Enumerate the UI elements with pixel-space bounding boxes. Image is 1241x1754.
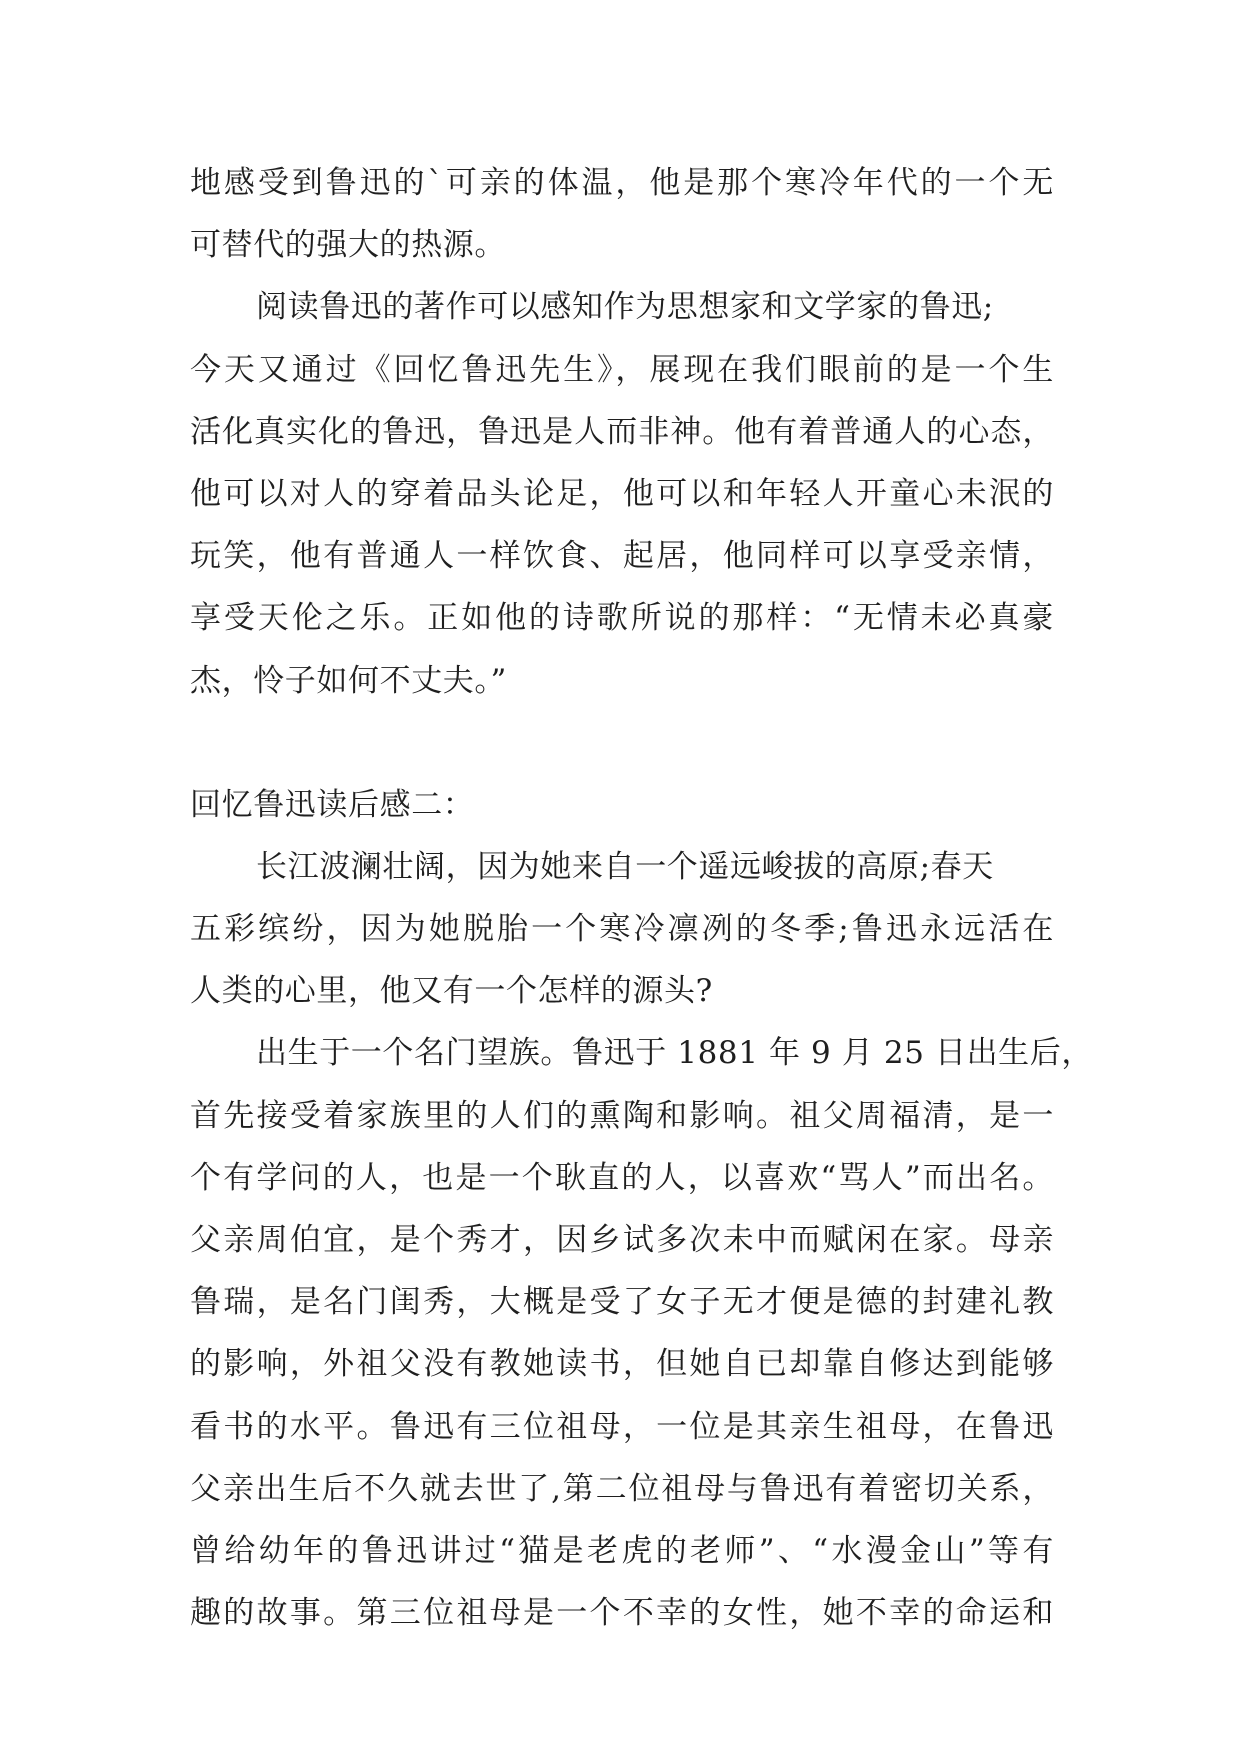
text-line: 父亲周伯宜，是个秀才，因乡试多次未中而赋闲在家。母亲 (190, 1222, 1054, 1258)
text-line: 个有学问的人，也是一个耿直的人，以喜欢“骂人”而出名。 (190, 1159, 1054, 1196)
text-line: 五彩缤纷，因为她脱胎一个寒冷凛冽的冬季;鲁迅永远活在 (190, 911, 1054, 948)
text-line: 活化真实化的鲁迅，鲁迅是人而非神。他有着普通人的心态， (190, 413, 1054, 450)
text-line: 的影响，外祖父没有教她读书，但她自已却靠自修达到能够 (190, 1346, 1054, 1383)
text-line: 享受天伦之乐。正如他的诗歌所说的那样：“无情未必真豪 (190, 600, 1054, 637)
text-line: 趣的故事。第三位祖母是一个不幸的女性，她不幸的命运和 (190, 1595, 1054, 1632)
text-line: 可替代的强大的热源。 (190, 227, 506, 264)
text-line: 阅读鲁迅的著作可以感知作为思想家和文学家的鲁迅; (256, 289, 994, 326)
document-body (190, 152, 1093, 1644)
text-line: 玩笑，他有普通人一样饮食、起居，他同样可以享受亲情， (190, 538, 1054, 575)
paragraph-yangtze (190, 836, 1054, 1023)
text-line: 长江波澜壮阔，因为她来自一个遥远峻拔的高原;春天 (256, 848, 994, 885)
section-heading (190, 774, 1054, 836)
text-line: 他可以对人的穿着品头论足，他可以和年轻人开童心未泯的 (190, 475, 1054, 512)
text-line: 地感受到鲁迅的`可亲的体温，他是那个寒冷年代的一个无 (190, 165, 1054, 201)
paragraph-family-background (190, 1022, 1093, 1644)
text-line: 看书的水平。鲁迅有三位祖母，一位是其亲生祖母，在鲁迅 (190, 1408, 1054, 1445)
text-line: 人类的心里，他又有一个怎样的源头? (190, 973, 713, 1010)
text-line: 今天又通过《回忆鲁迅先生》，展现在我们眼前的是一个生 (190, 351, 1054, 388)
paragraph-continuation (190, 152, 1054, 276)
section-heading-text: 回忆鲁迅读后感二： (190, 786, 475, 823)
text-line: 父亲出生后不久就去世了,第二位祖母与鲁迅有着密切关系， (190, 1470, 1054, 1507)
paragraph-reading-lu-xun (190, 276, 1054, 711)
text-line: 首先接受着家族里的人们的熏陶和影响。祖父周福清，是一 (190, 1097, 1054, 1134)
text-line: 杰，怜子如何不丈夫。” (190, 662, 507, 699)
text-line: 曾给幼年的鲁迅讲过“猫是老虎的老师”、“水漫金山”等有 (190, 1532, 1054, 1569)
text-line: 鲁瑞，是名门闺秀，大概是受了女子无才便是德的封建礼教 (190, 1284, 1054, 1321)
text-line: 出生于一个名门望族。鲁迅于 1881 年 9 月 25 日出生后， (256, 1035, 1093, 1072)
